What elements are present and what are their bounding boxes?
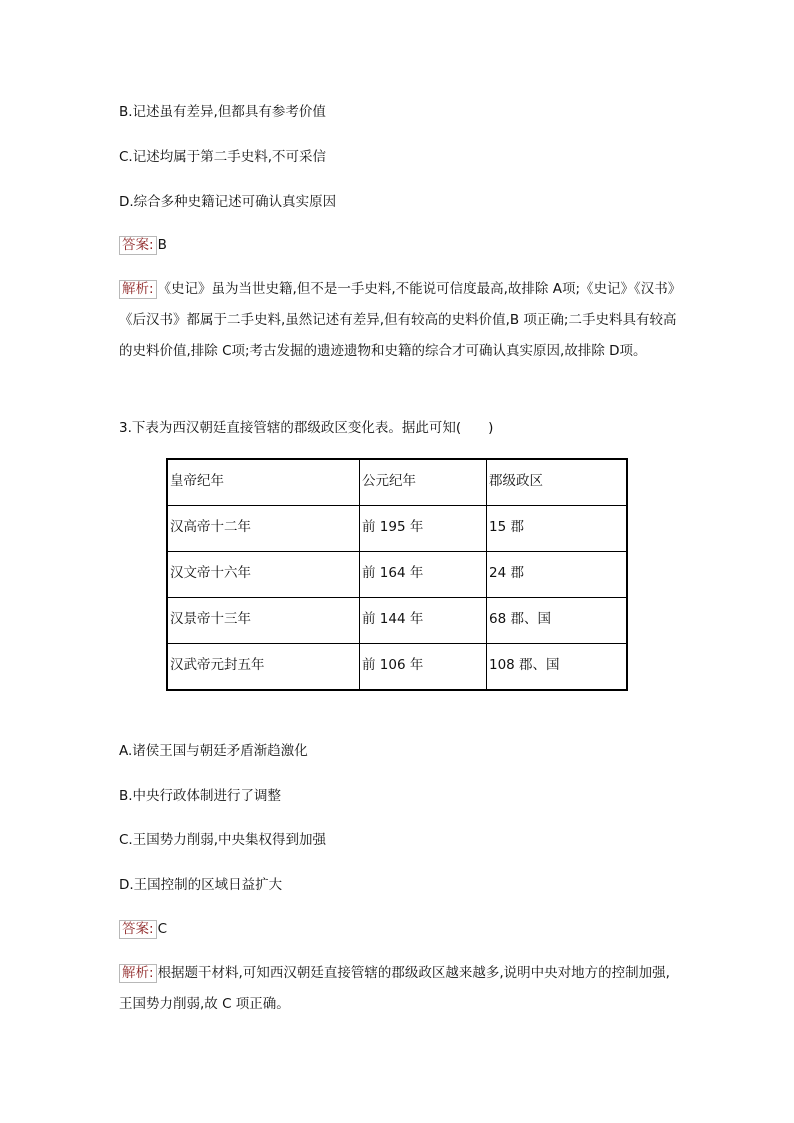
q3-stem: 3.下表为西汉朝廷直接管辖的郡级政区变化表。据此可知( )	[119, 420, 494, 436]
table-cell: 68 郡、国	[487, 598, 628, 644]
table-cell: 前 106 年	[360, 644, 487, 691]
table-cell: 汉文帝十六年	[167, 552, 360, 598]
answer-value: C	[157, 921, 167, 937]
table-row	[167, 552, 627, 598]
answer-label: 答案:	[119, 920, 157, 939]
table-cell: 汉高帝十二年	[167, 506, 360, 552]
analysis-label: 解析:	[119, 964, 157, 983]
q2-option-d: D.综合多种史籍记述可确认真实原因	[119, 194, 337, 210]
q3-option-a: A.诸侯王国与朝廷矛盾渐趋激化	[119, 743, 308, 759]
table-cell: 前 144 年	[360, 598, 487, 644]
table-cell: 108 郡、国	[487, 644, 628, 691]
analysis-text: 根据题干材料,可知西汉朝廷直接管辖的郡级政区越来越多,说明中央对地方的控制加强,王国势力削弱,故 C 项正确。	[119, 965, 670, 1012]
table-cell: 汉景帝十三年	[167, 598, 360, 644]
table-cell: 15 郡	[487, 506, 628, 552]
analysis-label: 解析:	[119, 280, 157, 299]
q3-option-c: C.王国势力削弱,中央集权得到加强	[119, 832, 327, 848]
answer-label: 答案:	[119, 236, 157, 255]
q3-analysis	[119, 958, 679, 1020]
district-table	[166, 458, 628, 691]
table-cell: 前 164 年	[360, 552, 487, 598]
q2-option-b: B.记述虽有差异,但都具有参考价值	[119, 104, 326, 120]
q3-option-d: D.王国控制的区域日益扩大	[119, 877, 283, 893]
q3-answer	[119, 919, 167, 939]
table-cell: 24 郡	[487, 552, 628, 598]
q2-option-c: C.记述均属于第二手史料,不可采信	[119, 149, 327, 165]
table-cell: 汉武帝元封五年	[167, 644, 360, 691]
q2-answer	[119, 235, 167, 255]
table-row	[167, 506, 627, 552]
q2-analysis	[119, 274, 679, 367]
table-row	[167, 644, 627, 691]
table-header-row	[167, 459, 627, 506]
table-header-cell: 公元纪年	[360, 459, 487, 506]
table-cell: 前 195 年	[360, 506, 487, 552]
table-row	[167, 598, 627, 644]
table-header-cell: 郡级政区	[487, 459, 628, 506]
analysis-text: 《史记》虽为当世史籍,但不是一手史料,不能说可信度最高,故排除 A项;《史记》《汉书》《后汉书》都属于二手史料,虽然记述有差异,但有较高的史料价值,B 项正确;二手史料具有较高的史料价值,排除 C项;考古发掘的遗迹遗物和史籍的综合才可确认真实原因,故排除 D项。	[119, 281, 677, 359]
table-header-cell: 皇帝纪年	[167, 459, 360, 506]
answer-value: B	[157, 237, 167, 253]
q3-option-b: B.中央行政体制进行了调整	[119, 788, 282, 804]
